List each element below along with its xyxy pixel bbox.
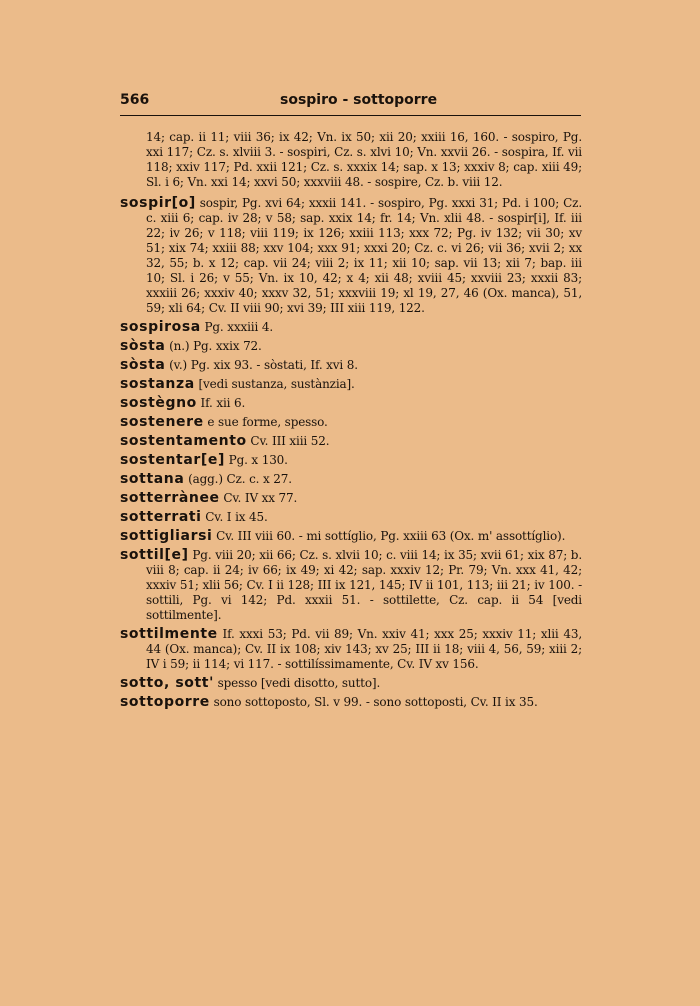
page-number: 566 (120, 92, 150, 108)
entry-headword: sottil[e] (120, 547, 189, 563)
entry-headword: sottoporre (120, 694, 210, 710)
entry-headword: sotterrati (120, 509, 202, 525)
entry-headword: sostenere (120, 414, 204, 430)
entry-text: (v.) Pg. xix 93. - sòstati, If. xvi 8. (165, 358, 358, 372)
entry-headword: sotto, sott' (120, 675, 214, 691)
entry-text: Pg. x 130. (224, 453, 288, 467)
dictionary-entries (120, 130, 582, 714)
entry-headword: sospir[o] (120, 195, 196, 211)
entry-text: 14; cap. ii 11; viii 36; ix 42; Vn. ix 50; xii 20; xxiii 16, 160. - sospiro, Pg. xxi 117; Cz. s. xlviii 3. - sospiri, Cz. s. xlvi 10; Vn. xxvii 26. - sospira, If. vii 118; xxiv 117; Pd. xxii 121; Cz. s. xxxix 14; sap. x 13; xxxiv 8; cap. xiii 49; Sl. i 6; Vn. xxi 14; xxvi 50; xxxviii 48. - sospire, Cz. b. viii 12. (146, 130, 582, 189)
dictionary-entry (120, 491, 582, 506)
entry-text: Pg. viii 20; xii 66; Cz. s. xlvii 10; c. viii 14; ix 35; xvii 61; xix 87; b. viii 8; cap. ii 24; iv 66; ix 49; xi 42; sap. xxxiv 12; Pr. 79; Vn. xxx 41, 42; xxxiv 51; xlii 56; Cv. I ii 128; III ix 121, 145; IV ii 101, 113; iii 21; iv 100. - sottili, Pg. vi 142; Pd. xxxii 51. - sottilette, Cz. cap. ii 54 [vedi sottilmente]. (146, 548, 582, 622)
entry-text: Cv. III viii 60. - mi sottíglio, Pg. xxiii 63 (Ox. m' assottíglio). (212, 529, 566, 543)
dictionary-entry (120, 396, 582, 411)
entry-text: If. xxxi 53; Pd. vii 89; Vn. xxiv 41; xxx 25; xxxiv 11; xlii 43, 44 (Ox. manca); Cv. II ix 108; xiv 143; xv 25; III ii 18; viii 4, 56, 59; xiii 2; IV i 59; ii 114; vi 117. - sottilíssimamente, Cv. IV xv 156. (146, 627, 582, 671)
dictionary-entry (120, 358, 582, 373)
entry-headword: sostentar[e] (120, 452, 225, 468)
dictionary-entry (120, 453, 582, 468)
entry-headword: sotterrànee (120, 490, 220, 506)
entry-text: Pg. xxxiii 4. (200, 320, 273, 334)
entry-headword: sostègno (120, 395, 197, 411)
dictionary-entry (120, 510, 582, 525)
dictionary-entry (120, 529, 582, 544)
entry-headword: sostentamento (120, 433, 247, 449)
dictionary-entry (120, 130, 582, 190)
entry-text: (agg.) Cz. c. x 27. (184, 472, 292, 486)
entry-headword: sottigliarsi (120, 528, 213, 544)
entry-headword: sottana (120, 471, 185, 487)
entry-headword: sostanza (120, 376, 195, 392)
entry-text: Cv. I ix 45. (201, 510, 268, 524)
entry-text: Cv. IV xx 77. (219, 491, 298, 505)
entry-text: (n.) Pg. xxix 72. (165, 339, 262, 353)
entry-headword: sospirosa (120, 319, 201, 335)
entry-headword: sòsta (120, 338, 166, 354)
dictionary-entry (120, 472, 582, 487)
dictionary-entry (120, 339, 582, 354)
dictionary-entry (120, 695, 582, 710)
dictionary-entry (120, 196, 582, 316)
entry-text: sono sottoposto, Sl. v 99. - sono sottoposti, Cv. II ix 35. (209, 695, 538, 709)
entry-headword: sòsta (120, 357, 166, 373)
entry-text: e sue forme, spesso. (203, 415, 328, 429)
dictionary-entry (120, 434, 582, 449)
entry-text: [vedi sustanza, sustànzia]. (194, 377, 355, 391)
dictionary-entry (120, 415, 582, 430)
entry-text: spesso [vedi disotto, sutto]. (213, 676, 381, 690)
running-head: sospiro - sottoporre (280, 92, 438, 108)
dictionary-entry (120, 627, 582, 672)
dictionary-entry (120, 676, 582, 691)
page-header (120, 92, 580, 112)
header-rule (120, 115, 581, 116)
dictionary-entry (120, 320, 582, 335)
entry-text: If. xii 6. (196, 396, 246, 410)
dictionary-entry (120, 377, 582, 392)
entry-text: Cv. III xiii 52. (246, 434, 330, 448)
entry-text: sospir, Pg. xvi 64; xxxii 141. - sospiro, Pg. xxxi 31; Pd. i 100; Cz. c. xiii 6; cap. iv 28; v 58; sap. xxix 14; fr. 14; Vn. xlii 48. - sospir[i], If. iii 22; iv 26; v 118; viii 119; ix 126; xxiii 113; xxx 72; Pg. iv 132; vii 30; xv 51; xix 74; xxiii 88; xxv 104; xxx 91; xxxi 20; Cz. c. vi 26; vii 36; xvii 2; xx 32, 55; b. x 12; cap. vii 24; viii 2; ix 11; xii 10; sap. vii 13; xii 7; bap. iii 10; Sl. i 26; v 55; Vn. ix 10, 42; x 4; xii 48; xviii 45; xxviii 23; xxxii 83; xxxiii 26; xxxiv 40; xxxv 32, 51; xxxviii 19; xl 19, 27, 46 (Ox. manca), 51, 59; xli 64; Cv. II viii 90; xvi 39; III xiii 119, 122. (146, 196, 582, 315)
dictionary-entry (120, 548, 582, 623)
entry-headword: sottilmente (120, 626, 218, 642)
